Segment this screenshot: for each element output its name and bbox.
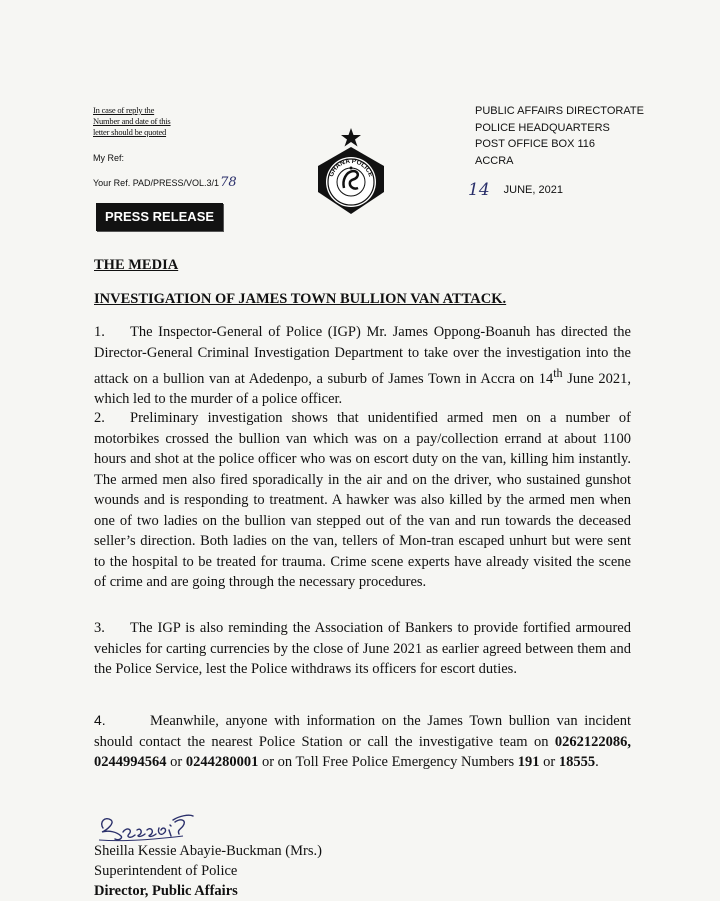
emergency-number: 18555 <box>558 754 596 770</box>
date-handwritten-day: 14 <box>468 180 490 200</box>
press-release-badge: PRESS RELEASE <box>96 203 223 231</box>
your-ref <box>93 175 237 190</box>
paragraph-number: 4. <box>94 712 106 728</box>
paragraph-number: 1. <box>94 324 105 340</box>
signatory-rank: Superintendent of Police <box>94 863 238 879</box>
addressee-heading: THE MEDIA <box>94 257 179 273</box>
phone-numbers: 0262122086, 0244994564 <box>94 733 631 770</box>
my-ref-label: My Ref: <box>93 153 125 163</box>
reply-note-line: In case of reply the <box>93 105 155 115</box>
release-title: INVESTIGATION OF JAMES TOWN BULLION VAN ATTACK. <box>94 291 507 307</box>
connector-text: or <box>539 754 559 770</box>
paragraph-text: or on Toll Free Police Emergency Numbers <box>258 754 518 770</box>
emblem-top-text: GHANA POLICE <box>327 157 375 178</box>
ghana-police-emblem-icon <box>311 128 391 218</box>
address-line: POLICE HEADQUARTERS <box>475 121 610 134</box>
your-ref-label: Your Ref. PAD/PRESS/VOL.3/1 <box>93 178 220 188</box>
paragraph-number: 2. <box>94 410 105 426</box>
phone-number: 0244280001 <box>185 754 259 770</box>
paragraph-text: Meanwhile, anyone with information on the James Town bullion van incident should contact the nearest Police Station or call the investigative team on <box>94 713 631 750</box>
paragraph-1 <box>94 322 631 410</box>
date-month-year: JUNE, 2021 <box>503 184 563 196</box>
reply-reference-note <box>93 105 171 138</box>
address-line: ACCRA <box>475 154 514 167</box>
paragraph-text: The Inspector-General of Police (IGP) Mr. James Oppong-Boanuh has directed the Director-General Criminal Investigation Department to take over the investigation into the attack on a bullion van at Adedenpo, a suburb of James Town in Accra on 14 <box>94 324 631 387</box>
ordinal-suffix: th <box>553 366 563 380</box>
address-line: POST OFFICE BOX 116 <box>475 138 596 150</box>
emblem-motto-text: SERVICE WITH INTEGRITY <box>332 191 370 206</box>
your-ref-handwritten-number: 78 <box>220 175 237 190</box>
reply-note-line: letter should be quoted <box>93 127 167 137</box>
directorate-address <box>475 103 644 169</box>
signatory-name: Sheilla Kessie Abayie-Buckman (Mrs.) <box>94 843 322 859</box>
emergency-number: 191 <box>517 754 540 770</box>
paragraph-text: June 2021, which led to the murder of a police officer. <box>94 370 631 408</box>
address-line: PUBLIC AFFAIRS DIRECTORATE <box>475 105 644 117</box>
paragraph-4 <box>94 710 631 773</box>
paragraph-text: The IGP is also reminding the Association of Bankers to provide fortified armoured vehicles for carting currencies by the close of June 2021 as earlier agreed between them and the Police Service, lest the Police withdraws its officers for escort duties. <box>94 620 631 677</box>
signatory-block <box>94 841 322 901</box>
connector-text: or <box>166 754 186 770</box>
paragraph-3 <box>94 618 631 680</box>
signatory-title: Director, Public Affairs <box>94 883 238 899</box>
paragraph-number: 3. <box>94 620 105 636</box>
letter-date <box>468 180 563 200</box>
paragraph-2 <box>94 408 631 593</box>
paragraph-text: Preliminary investigation shows that unidentified armed men on a number of motorbikes crossed the bullion van which was on a pay/collection errand at about 1100 hours and shot at the police officer who was on escort duty on the van, killing him instantly. The armed men also fired sporadically in the air and on the driver, who sustained gunshot wounds and is responding to treatment. A hawker was also killed by the armed men when one of two ladies on the bullion van stepped out of the van and run towards the deceased seller’s direction. Both ladies on the van, tellers of Mon-tran escaped unhurt but were sent to the hospital to be treated for trauma. Crime scene experts have already visited the scene of crime and are going through the necessary procedures. <box>94 410 631 590</box>
reply-note-line: Number and date of this <box>93 116 171 126</box>
connector-text: . <box>595 754 599 770</box>
